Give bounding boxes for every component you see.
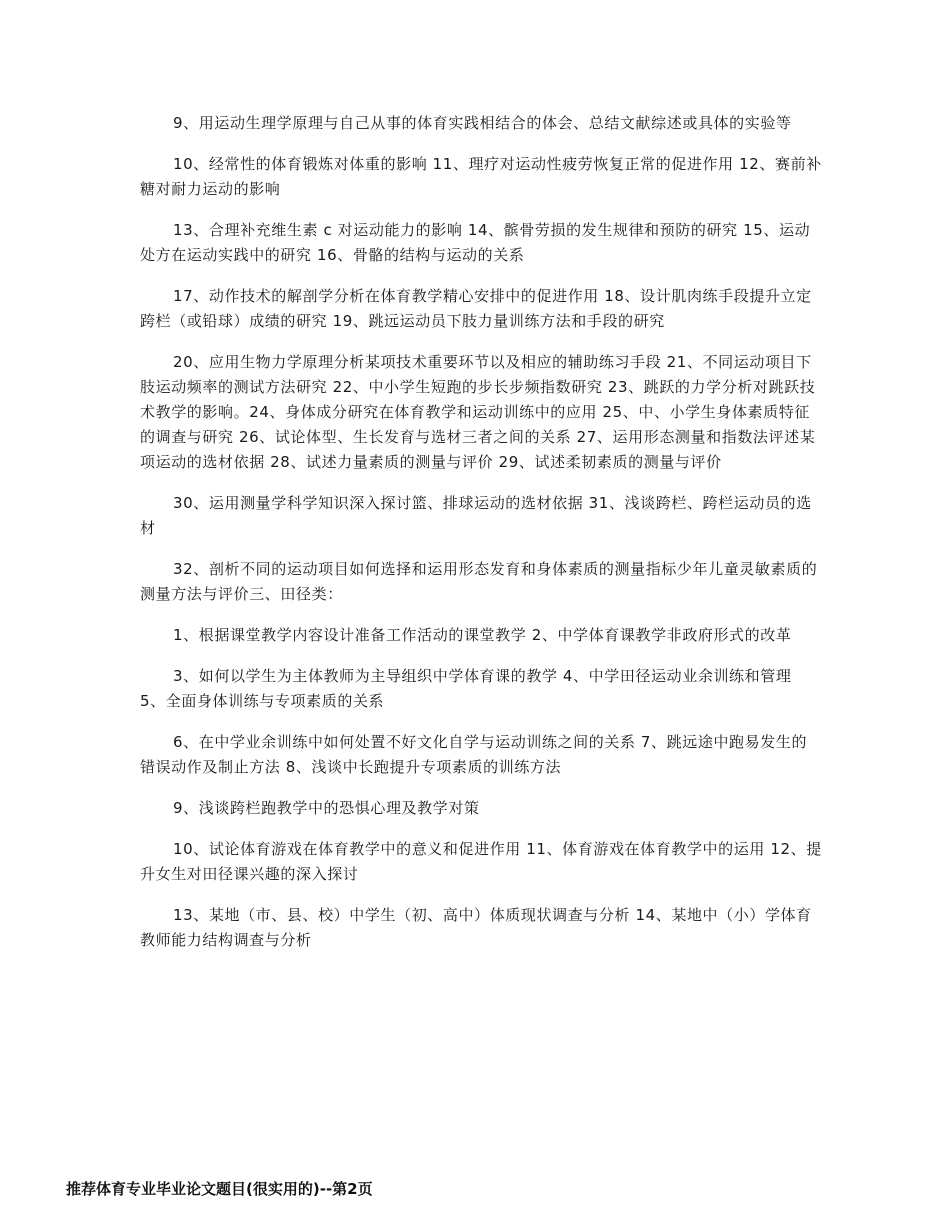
paragraph: 10、试论体育游戏在体育教学中的意义和促进作用 11、体育游戏在体育教学中的运用 12、提升女生对田径课兴趣的深入探讨: [140, 840, 822, 883]
paragraph: 9、用运动生理学原理与自己从事的体育实践相结合的体会、总结文献综述或具体的实验等: [173, 114, 792, 132]
paragraph: 3、如何以学生为主体教师为主导组织中学体育课的教学 4、中学田径运动业余训练和管理 5、全面身体训练与专项素质的关系: [140, 667, 792, 710]
paragraph: 30、运用测量学科学知识深入探讨篮、排球运动的选材依据 31、浅谈跨栏、跨栏运动员的选材: [140, 494, 812, 537]
paragraph: 6、在中学业余训练中如何处置不好文化自学与运动训练之间的关系 7、跳远途中跑易发生的错误动作及制止方法 8、浅谈中长跑提升专项素质的训练方法: [140, 733, 808, 776]
paragraph: 20、应用生物力学原理分析某项技术重要环节以及相应的辅助练习手段 21、不同运动项目下肢运动频率的测试方法研究 22、中小学生短跑的步长步频指数研究 23、跳跃的力学分析对跳跃技术教学的影响。24、身体成分研究在体育教学和运动训练中的应用 25、中、小学生身体素质特征的调查与研究 26、试论体型、生长发育与选材三者之间的关系 27、运用形态测量和指数法评述某项运动的选材依据 28、试述力量素质的测量与评价 29、试述柔韧素质的测量与评价: [140, 353, 816, 471]
paragraph: 13、合理补充维生素 c 对运动能力的影响 14、髌骨劳损的发生规律和预防的研究 15、运动处方在运动实践中的研究 16、骨骼的结构与运动的关系: [140, 221, 811, 264]
page-footer: 推荐体育专业毕业论文题目(很实用的)--第2页: [66, 1180, 373, 1198]
document-body: [140, 111, 822, 969]
paragraph: 1、根据课堂教学内容设计准备工作活动的课堂教学 2、中学体育课教学非政府形式的改革: [173, 626, 792, 644]
paragraph: 32、剖析不同的运动项目如何选择和运用形态发育和身体素质的测量指标少年儿童灵敏素质的测量方法与评价三、田径类：: [140, 560, 818, 603]
paragraph: 13、某地（市、县、校）中学生（初、高中）体质现状调查与分析 14、某地中（小）学体育教师能力结构调查与分析: [140, 906, 812, 949]
paragraph: 10、经常性的体育锻炼对体重的影响 11、理疗对运动性疲劳恢复正常的促进作用 12、赛前补糖对耐力运动的影响: [140, 155, 822, 198]
paragraph: 9、浅谈跨栏跑教学中的恐惧心理及教学对策: [173, 799, 480, 817]
paragraph: 17、动作技术的解剖学分析在体育教学精心安排中的促进作用 18、设计肌肉练手段提升立定跨栏（或铅球）成绩的研究 19、跳远运动员下肢力量训练方法和手段的研究: [140, 287, 812, 330]
